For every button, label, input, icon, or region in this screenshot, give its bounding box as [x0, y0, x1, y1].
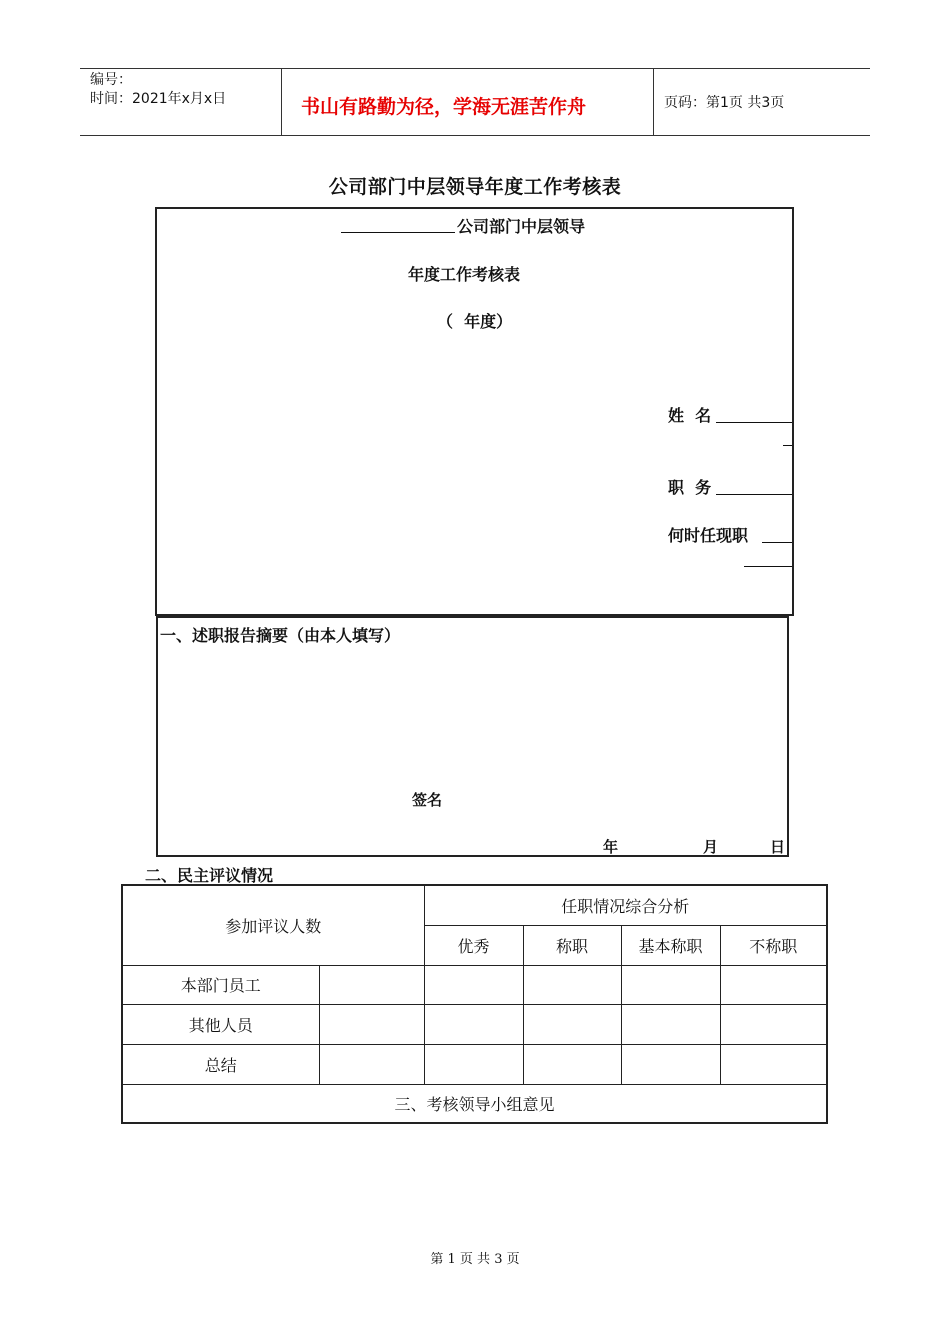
header-slogan: 书山有路勤为径，学海无涯苦作舟: [301, 96, 587, 118]
footer-page-number: 第 1 页 共 3 页: [430, 1252, 520, 1267]
header-bottom-rule: [80, 135, 870, 136]
input-cell[interactable]: [319, 1044, 424, 1084]
input-cell[interactable]: [720, 965, 827, 1004]
input-cell[interactable]: [621, 1004, 720, 1044]
name-blank: [716, 422, 792, 423]
input-cell[interactable]: [424, 965, 523, 1004]
date-month-label: 月: [703, 838, 719, 856]
cover-title-line2: 年度工作考核表: [408, 265, 521, 284]
input-cell[interactable]: [523, 965, 621, 1004]
since-label: 何时任现职: [668, 526, 749, 545]
input-cell[interactable]: [720, 1044, 827, 1084]
analysis-header: 任职情况综合分析: [424, 885, 827, 925]
input-cell[interactable]: [523, 1044, 621, 1084]
rating-basically-competent: 基本称职: [621, 925, 720, 965]
row-label-summary: 总结: [122, 1044, 319, 1084]
review-group-opinion-heading: 三、考核领导小组意见: [122, 1084, 827, 1123]
input-cell[interactable]: [720, 1004, 827, 1044]
row-label-department-staff: 本部门员工: [122, 965, 319, 1004]
signature-label: 签名: [412, 791, 443, 809]
input-cell[interactable]: [523, 1004, 621, 1044]
header-divider-left: [281, 68, 282, 136]
cover-title-line1: 公司部门中层领导: [457, 217, 586, 236]
participants-header: 参加评议人数: [122, 885, 424, 965]
position-label: 职 务: [668, 478, 712, 497]
name-blank-continued: [783, 445, 792, 446]
name-label: 姓 名: [668, 406, 712, 425]
input-cell[interactable]: [424, 1004, 523, 1044]
row-label-other-staff: 其他人员: [122, 1004, 319, 1044]
evaluation-table: [121, 884, 828, 1124]
input-cell[interactable]: [319, 965, 424, 1004]
document-title: 公司部门中层领导年度工作考核表: [328, 176, 622, 198]
position-blank: [716, 494, 792, 495]
input-cell[interactable]: [621, 1044, 720, 1084]
header-divider-right: [653, 68, 654, 136]
rating-incompetent: 不称职: [720, 925, 827, 965]
date-day-label: 日: [770, 838, 786, 856]
date-year-label: 年: [603, 838, 619, 856]
company-name-blank: [341, 232, 455, 233]
page-info: 页码：第1页 共3页: [664, 95, 785, 111]
header-top-rule: [80, 68, 870, 69]
since-blank: [762, 542, 792, 543]
input-cell[interactable]: [424, 1044, 523, 1084]
doc-code-label: 编号：: [90, 72, 132, 88]
report-summary-box: [156, 616, 789, 857]
rating-competent: 称职: [523, 925, 621, 965]
report-summary-heading: 一、述职报告摘要（由本人填写）: [160, 626, 401, 645]
doc-time-label: 时间：2021年x月x日: [90, 91, 227, 107]
rating-excellent: 优秀: [424, 925, 523, 965]
since-blank-continued: [744, 566, 792, 567]
input-cell[interactable]: [319, 1004, 424, 1044]
democratic-review-heading: 二、民主评议情况: [145, 866, 274, 885]
input-cell[interactable]: [621, 965, 720, 1004]
cover-year-line: （ 年度）: [437, 312, 513, 331]
